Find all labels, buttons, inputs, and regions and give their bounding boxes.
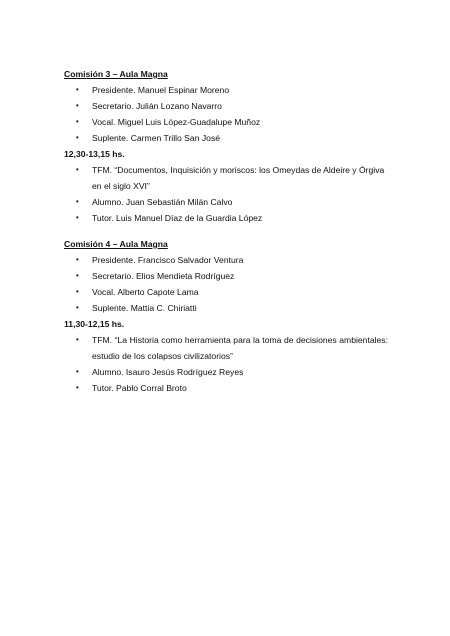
bullet-icon: • [76,101,79,110]
commission-heading: Comisión 3 – Aula Magna [64,69,168,79]
member-text: Secretario. Julián Lozano Navarro [92,101,222,111]
list-item [64,194,388,210]
member-text: Presidente. Francisco Salvador Ventura [92,255,244,265]
session-time: 12,30-13,15 hs. [64,149,125,159]
bullet-icon: • [76,303,79,312]
bullet-icon: • [76,335,79,344]
list-item [64,114,388,130]
member-text: Vocal. Alberto Capote Lama [92,287,199,297]
member-text: Presidente. Manuel Espinar Moreno [92,85,230,95]
bullet-icon: • [76,213,79,222]
thesis-title: TFM. “Documentos, Inquisición y moriscos: los Omeydas de Aldeire y Órgiva en el siglo XVI” [92,165,385,191]
list-item [64,364,388,380]
section-gap [64,226,388,236]
bullet-icon: • [76,197,79,206]
list-item [64,82,388,98]
member-text: Vocal. Miguel Luis López-Guadalupe Muñoz [92,117,261,127]
document-content [64,66,388,396]
thesis-title: TFM. “La Historia como herramienta para la toma de decisiones ambientales: estudio de los colapsos civilizatorios” [92,335,388,361]
list-item [64,130,388,146]
tutor-name: Tutor. Luis Manuel Díaz de la Guardia López [92,213,263,223]
bullet-icon: • [76,85,79,94]
list-item [64,380,388,396]
bullet-icon: • [76,117,79,126]
members-list [64,82,388,146]
bullet-icon: • [76,367,79,376]
member-text: Secretario. Elios Mendieta Rodríguez [92,271,235,281]
session-time: 11,30-12,15 hs. [64,319,125,329]
student-name: Alumno. Juan Sebastián Milán Calvo [92,197,233,207]
student-name: Alumno. Isauro Jesús Rodríguez Reyes [92,367,244,377]
details-list [64,332,388,396]
list-item [64,162,388,194]
bullet-icon: • [76,133,79,142]
bullet-icon: • [76,287,79,296]
bullet-icon: • [76,383,79,392]
list-item [64,98,388,114]
commission-heading: Comisión 4 – Aula Magna [64,239,168,249]
bullet-icon: • [76,271,79,280]
list-item [64,332,388,364]
list-item [64,210,388,226]
bullet-icon: • [76,165,79,174]
list-item [64,268,388,284]
list-item [64,284,388,300]
member-text: Suplente. Mattia C. Chiriatti [92,303,197,313]
list-item [64,252,388,268]
members-list [64,252,388,316]
tutor-name: Tutor. Pablo Corral Broto [92,383,187,393]
bullet-icon: • [76,255,79,264]
member-text: Suplente. Carmen Trillo San José [92,133,221,143]
list-item [64,300,388,316]
details-list [64,162,388,226]
